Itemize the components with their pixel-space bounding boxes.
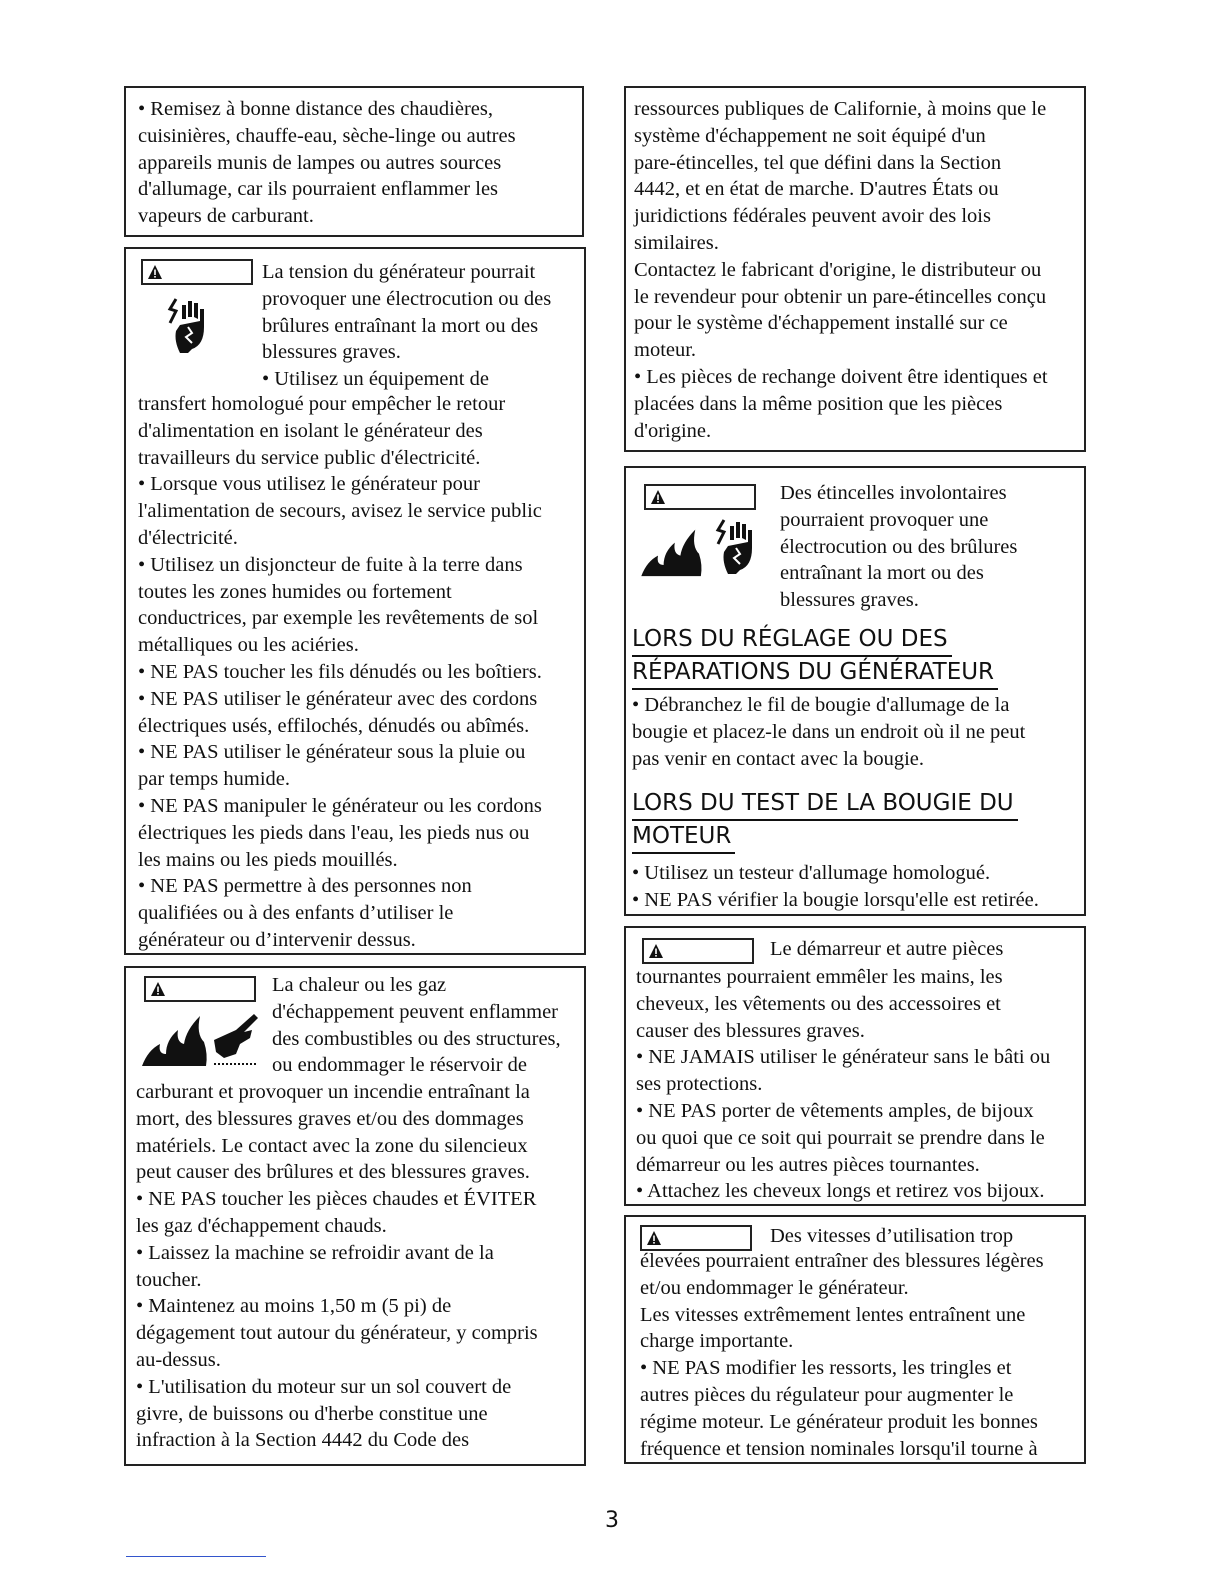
text-line: • Maintenez au moins 1,50 m (5 pi) de: [136, 1295, 452, 1318]
text-line: • NE JAMAIS utiliser le générateur sans le bâti ou: [636, 1046, 1051, 1069]
text-line: conductrices, par exemple les revêtements de sol: [138, 607, 539, 630]
text-line: blessures graves.: [262, 341, 401, 364]
text-line: autres pièces du régulateur pour augmenter le: [640, 1383, 1014, 1406]
text-line: La tension du générateur pourrait: [262, 261, 536, 283]
left-box-1: [124, 86, 584, 237]
text-line: • NE PAS porter de vêtements amples, de bijoux: [636, 1099, 1034, 1122]
warning-triangle-icon: [648, 943, 664, 959]
text-line: moteur.: [634, 339, 697, 362]
warning-triangle-icon: [150, 981, 166, 997]
warning-tag: [642, 938, 754, 964]
hot-surface-hand-icon: [210, 1010, 262, 1068]
text-line: placées dans la même position que les pièces: [634, 392, 1003, 415]
text-line: • NE PAS permettre à des personnes non: [138, 875, 472, 898]
left-box-3-intro: [272, 972, 561, 1079]
text-line: dégagement tout autour du générateur, y compris: [136, 1322, 538, 1345]
text-line: infraction à la Section 4442 du Code des: [136, 1429, 470, 1452]
warning-triangle-icon: [147, 264, 163, 280]
right-box-4-speed-warning: [624, 1215, 1086, 1464]
text-line: des combustibles ou des structures,: [272, 1027, 561, 1050]
text-line: • Attachez les cheveux longs et retirez vos bijoux.: [636, 1180, 1045, 1203]
heading-line: LORS DU TEST DE LA BOUGIE DU: [632, 788, 1018, 821]
text-line: démarreur ou les autres pièces tournantes.: [636, 1153, 980, 1176]
text-line: • Remisez à bonne distance des chaudières,: [138, 98, 493, 120]
footer-divider: [126, 1556, 266, 1557]
text-line: • Les pièces de rechange doivent être identiques et: [634, 365, 1048, 388]
text-line: tournantes pourraient emmêler les mains, les: [636, 966, 1003, 988]
right-box-3-intro: Le démarreur et autre pièces: [770, 938, 1004, 960]
text-line: cuisinières, chauffe-eau, sèche-linge ou autres: [138, 124, 516, 147]
text-line: électrocution ou des brûlures: [780, 535, 1018, 558]
text-line: au-dessus.: [136, 1348, 221, 1371]
left-box-3-fire-warning: [124, 966, 586, 1466]
text-line: appareils munis de lampes ou autres sources: [138, 151, 502, 174]
text-line: l'alimentation de secours, avisez le service public: [138, 500, 542, 523]
text-line: ou quoi que ce soit qui pourrait se prendre dans le: [636, 1126, 1045, 1149]
text-line: pare-étincelles, tel que défini dans la Section: [634, 151, 1002, 174]
text-line: et/ou endommager le générateur.: [640, 1276, 909, 1299]
text-line: les gaz d'échappement chauds.: [136, 1214, 387, 1237]
text-line: • Utilisez un testeur d'allumage homologué.: [632, 862, 991, 884]
text-line: • NE PAS toucher les fils dénudés ou les boîtiers.: [138, 660, 542, 683]
text-line: qualifiées ou à des enfants d’utiliser le: [138, 902, 454, 925]
text-line: électriques les pieds dans l'eau, les pieds nus ou: [138, 821, 530, 844]
text-line: les mains ou les pieds mouillés.: [138, 848, 398, 871]
right-box-3-body: [636, 964, 1050, 1205]
text-line: • Utilisez un disjoncteur de fuite à la terre dans: [138, 553, 523, 576]
right-box-2-body-2: [632, 860, 1039, 914]
text-line: similaires.: [634, 231, 719, 254]
right-box-2-sparks-warning: [624, 466, 1086, 916]
text-line: électriques usés, effilochés, dénudés ou abîmés.: [138, 714, 530, 737]
text-line: carburant et provoquer un incendie entraînant la: [136, 1081, 530, 1103]
text-line: cheveux, les vêtements ou des accessoires et: [636, 992, 1001, 1015]
text-line: • Lorsque vous utilisez le générateur pour: [138, 473, 480, 496]
text-line: d'allumage, car ils pourraient enflammer les: [138, 178, 499, 201]
text-line: causer des blessures graves.: [636, 1019, 865, 1042]
text-line: travailleurs du service public d'électricité.: [138, 446, 481, 469]
text-line: • Débranchez le fil de bougie d'allumage de la: [632, 694, 1010, 716]
left-box-1-text: [138, 96, 570, 230]
text-line: matériels. Le contact avec la zone du silencieux: [136, 1134, 528, 1157]
heading-line: LORS DU RÉGLAGE OU DES: [632, 624, 952, 657]
fire-icon: [638, 524, 706, 578]
text-line: peut causer des brûlures et des blessures graves.: [136, 1161, 530, 1184]
text-line: toutes les zones humides ou fortement: [138, 580, 452, 603]
text-line: charge importante.: [640, 1330, 794, 1353]
text-line: juridictions fédérales peuvent avoir des lois: [634, 205, 991, 228]
text-line: d'électricité.: [138, 526, 238, 549]
warning-tag: [644, 484, 756, 510]
text-line: pourraient provoquer une: [780, 508, 989, 531]
warning-tag: [144, 976, 256, 1002]
left-box-2-electrocution-warning: [124, 247, 586, 955]
text-line: provoquer une électrocution ou des: [262, 287, 552, 310]
left-box-2-intro: [262, 259, 551, 393]
text-line: blessures graves.: [780, 589, 919, 612]
electric-shock-hand-icon: [710, 518, 764, 576]
text-line: • Utilisez un équipement de: [262, 368, 489, 391]
right-box-1-text: [634, 96, 1076, 444]
text-line: d'origine.: [634, 419, 712, 442]
text-line: Les vitesses extrêmement lentes entraînent une: [640, 1303, 1026, 1326]
text-line: bougie et placez-le dans un endroit où il ne peut: [632, 720, 1026, 743]
text-line: givre, de buissons ou d'herbe constitue une: [136, 1402, 488, 1425]
text-line: fréquence et tension nominales lorsqu'il tourne à: [640, 1437, 1038, 1460]
warning-triangle-icon: [650, 489, 666, 505]
text-line: Contactez le fabricant d'origine, le distributeur ou: [634, 258, 1042, 281]
right-box-2-intro: [780, 480, 1017, 614]
fire-icon: [140, 1010, 210, 1068]
electric-shock-hand-icon: [162, 297, 216, 355]
text-line: 4442, et en état de marche. D'autres États ou: [634, 178, 999, 201]
heading-line: MOTEUR: [632, 821, 735, 854]
right-box-3-rotating-parts-warning: [624, 926, 1086, 1206]
right-box-2-body-1: [632, 692, 1025, 772]
text-line: toucher.: [136, 1268, 202, 1291]
text-line: • NE PAS modifier les ressorts, les tringles et: [640, 1357, 1012, 1380]
text-line: élevées pourraient entraîner des blessures légères: [640, 1250, 1044, 1272]
text-line: pas venir en contact avec la bougie.: [632, 747, 924, 770]
right-box-4-body: [640, 1248, 1044, 1462]
text-line: transfert homologué pour empêcher le retour: [138, 393, 506, 415]
right-box-1: [624, 86, 1086, 452]
heading-line: RÉPARATIONS DU GÉNÉRATEUR: [632, 657, 998, 690]
text-line: • L'utilisation du moteur sur un sol couvert de: [136, 1375, 512, 1398]
text-line: régime moteur. Le générateur produit les bonnes: [640, 1410, 1038, 1433]
right-box-4-intro: Des vitesses d’utilisation trop: [770, 1225, 1014, 1247]
text-line: d'échappement peuvent enflammer: [272, 1000, 559, 1023]
text-line: ressources publiques de Californie, à moins que le: [634, 98, 1047, 120]
left-box-3-body: [136, 1079, 538, 1454]
text-line: Des étincelles involontaires: [780, 482, 1007, 504]
text-line: La chaleur ou les gaz: [272, 974, 447, 996]
text-line: générateur ou d’intervenir dessus.: [138, 928, 416, 951]
text-line: pour le système d'échappement installé sur ce: [634, 312, 1008, 335]
text-line: vapeurs de carburant.: [138, 205, 314, 228]
text-line: ses protections.: [636, 1073, 763, 1096]
text-line: • NE PAS manipuler le générateur ou les cordons: [138, 794, 542, 817]
text-line: • NE PAS vérifier la bougie lorsqu'elle est retirée.: [632, 888, 1039, 911]
text-line: d'alimentation en isolant le générateur des: [138, 419, 483, 442]
text-line: • NE PAS toucher les pièces chaudes et ÉVITER: [136, 1188, 537, 1211]
text-line: • Laissez la machine se refroidir avant de la: [136, 1241, 494, 1264]
warning-triangle-icon: [646, 1230, 662, 1246]
page-number: 3: [605, 1508, 619, 1533]
text-line: mort, des blessures graves et/ou des dommages: [136, 1107, 524, 1130]
text-line: métalliques ou les aciéries.: [138, 634, 359, 657]
left-box-2-body: [138, 391, 542, 954]
warning-tag: [141, 259, 253, 285]
text-line: le revendeur pour obtenir un pare-étincelles conçu: [634, 285, 1047, 308]
heading-reglage: [632, 624, 998, 690]
text-line: par temps humide.: [138, 768, 291, 791]
text-line: ou endommager le réservoir de: [272, 1054, 528, 1077]
text-line: entraînant la mort ou des: [780, 562, 984, 585]
text-line: • NE PAS utiliser le générateur sous la pluie ou: [138, 741, 526, 764]
text-line: brûlures entraînant la mort ou des: [262, 314, 539, 337]
text-line: système d'échappement ne soit équipé d'un: [634, 124, 986, 147]
heading-test-bougie: [632, 788, 1018, 854]
text-line: • NE PAS utiliser le générateur avec des cordons: [138, 687, 538, 710]
